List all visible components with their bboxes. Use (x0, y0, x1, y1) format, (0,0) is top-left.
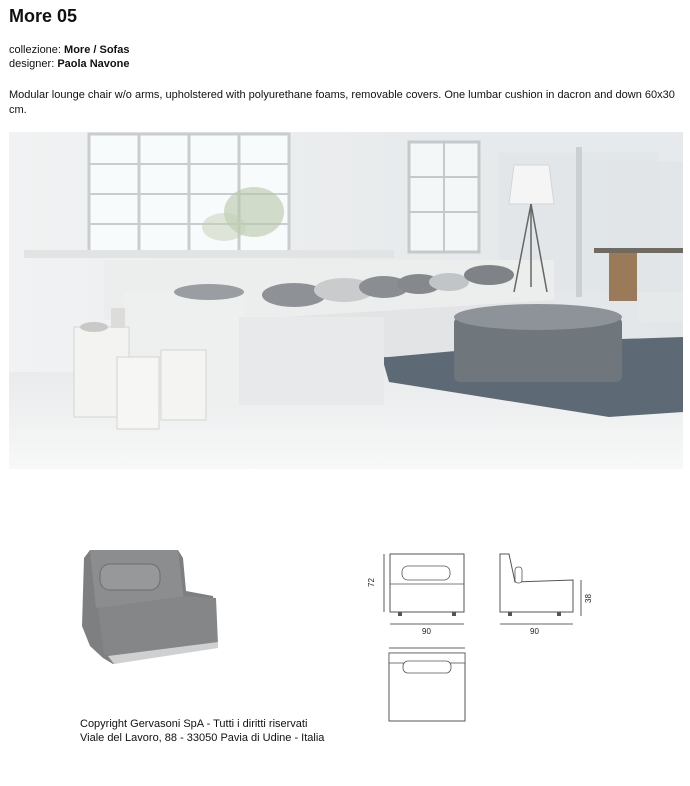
copyright-text: Copyright Gervasoni SpA - Tutti i diritti riservati (80, 718, 308, 730)
product-thumbnail (78, 546, 228, 668)
side-elevation-drawing (495, 550, 585, 640)
window-left (89, 134, 289, 252)
front-height-dimension: 72 (366, 578, 376, 587)
footer (80, 717, 324, 745)
product-description: Modular lounge chair w/o arms, upholstered with polyurethane foams, removable covers. One lumbar cushion in dacron and down 60x30 cm. (9, 89, 675, 116)
designer-line (9, 57, 129, 71)
side-depth-dimension: 90 (530, 627, 539, 636)
address-text: Viale del Lavoro, 88 - 33050 Pavia di Udine - Italia (80, 732, 325, 744)
top-view-drawing (385, 645, 470, 725)
collection-line (9, 43, 129, 57)
ottoman (454, 304, 622, 382)
room-photo (9, 132, 683, 469)
front-width-dimension: 90 (422, 627, 431, 636)
designer-value: Paola Navone (57, 58, 130, 70)
collection-label: collezione: (9, 44, 61, 56)
seat-height-dimension: 38 (583, 594, 593, 603)
designer-label: designer: (9, 58, 55, 70)
product-title: More 05 (9, 6, 78, 26)
window-right (409, 142, 479, 252)
collection-value: More / Sofas (64, 44, 130, 56)
